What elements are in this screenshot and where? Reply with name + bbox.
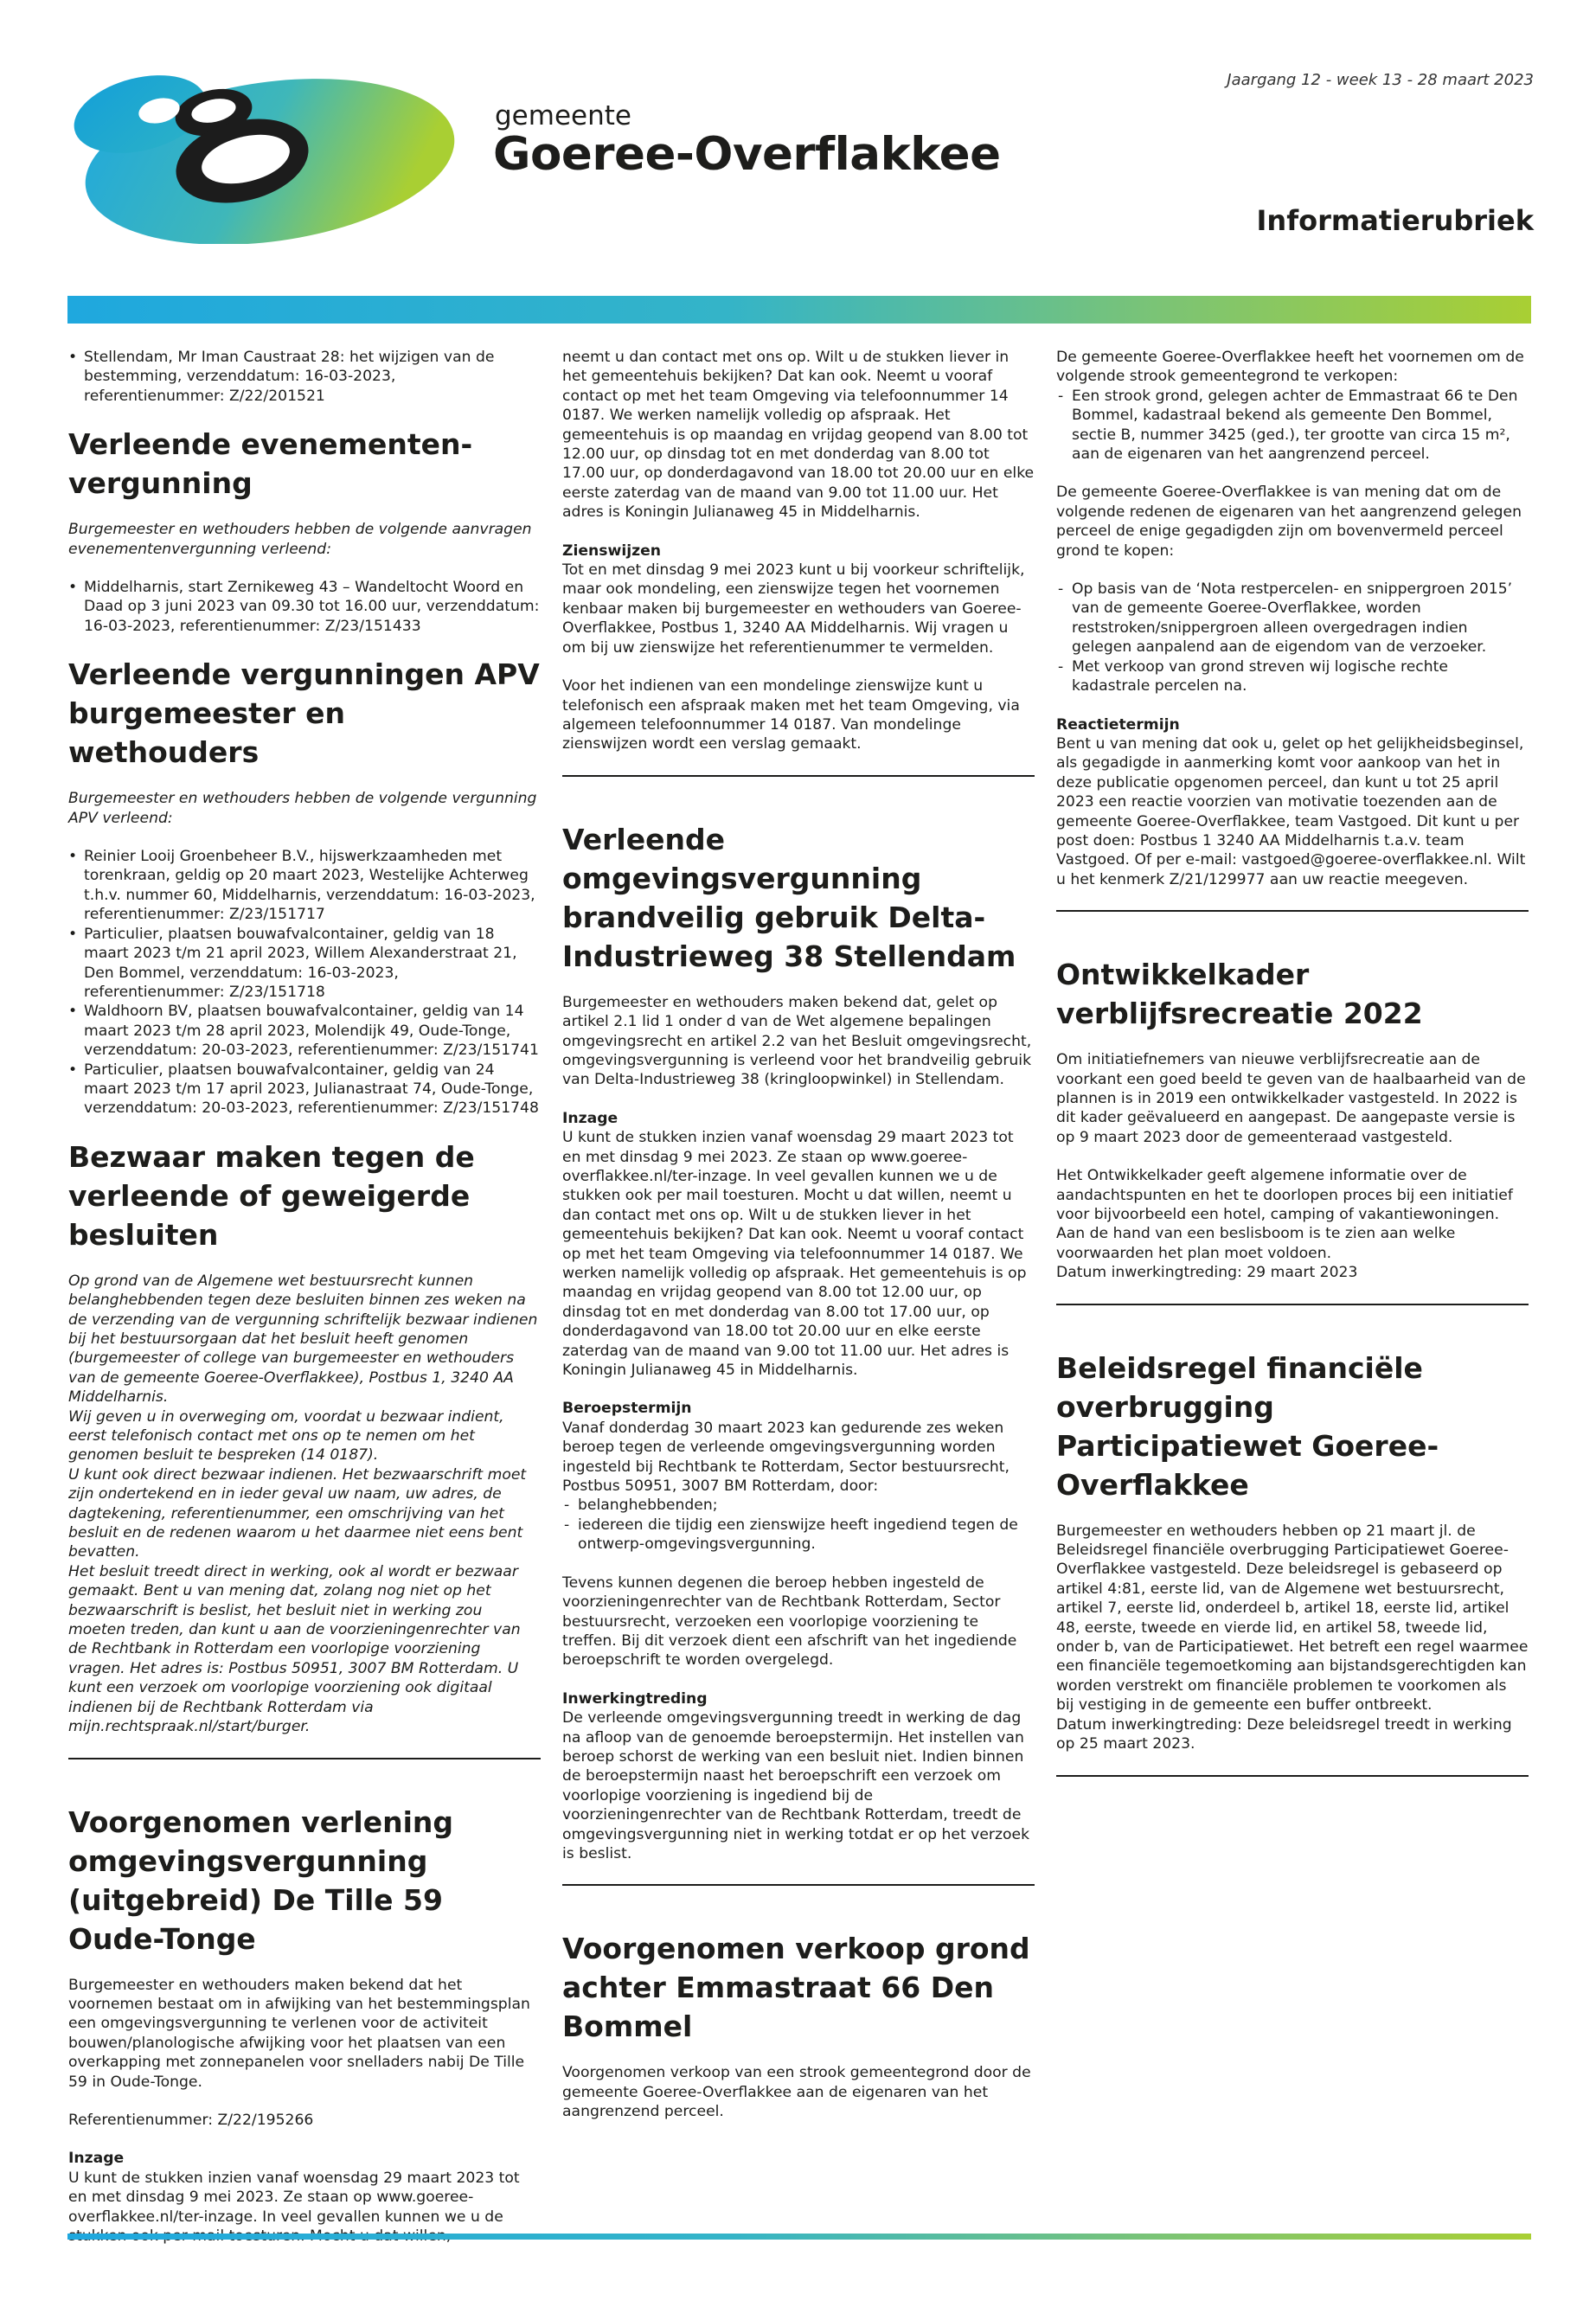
list-item: • Reinier Looij Groenbeheer B.V., hijswerkzaamheden met torenkraan, geldig op 20 maart 2023, Westelijke Achterweg t.h.v. nummer 60, Middelharnis, verzenddatum: 16-03-2023, referentienummer: Z/23/151717	[68, 847, 541, 925]
list-item: - belanghebbenden;	[562, 1496, 1035, 1515]
delta-text: Burgemeester en wethouders maken bekend dat, gelet op artikel 2.1 lid 1 onder d van de Wet algemene bepalingen omgevingsrecht en artikel 2.2 van het Besluit omgevingsrecht, omgevingsvergunning is verleend voor het brandveilig gebruik van Delta-Industrieweg 38 (kringloopwinkel) in Stellendam.	[562, 993, 1032, 1089]
tille-inzage: U kunt de stukken inzien vanaf woensdag 29 maart 2023 tot en met dinsdag 9 mei 2023. Ze staan op www.goeree-overflakkee.nl/ter-inzage. In veel gevallen kunnen we u de	[68, 2169, 520, 2226]
brand-gemeente: gemeente	[495, 100, 631, 131]
zienswijzen-text: Tot en met dinsdag 9 mei 2023 kunt u bij voorkeur schriftelijk, maar ook mondeling, een zienswijze tegen het voornemen kenbaar maken bij burgemeester en wethouders van Goeree-Overflakkee, Postbus 1, 3240 AA Middelharnis. Wij vragen u om bij uw zienswijze het referentienummer te vermelden.	[562, 561, 1025, 657]
beleid-text: Burgemeester en wethouders hebben op 21 maart jl. de Beleidsregel financiële overbrugging Participatiewet Goeree-Overflakkee vastgesteld. Deze beleidsregel is gebaseerd op artikel 4:81, eerste lid, van de Algemene wet bestuursrecht, artikel 7, eerste lid, onderdeel b, artikel 18, eerste lid, artikel 48, eerste, tweede en vierde lid, en artikel 58, tweede lid, onder b, van de Participatiewet. Het betreft een regel waarmee een financiële tegemoetkoming aan bijstandsgerechtigden kan worden verstrekt om financiële problemen te voorkomen als bij vestiging in de gemeente een buffer ontbreekt.	[1056, 1522, 1529, 1715]
column-3	[1056, 348, 1529, 1820]
section-divider	[1056, 1304, 1529, 1305]
column-1	[68, 348, 541, 2246]
reactie-text: Bent u van mening dat ook u, gelet op het gelijkheidsbeginsel, als gegadigde in aanmerking komt voor aankoop van het in deze publicatie opgenomen perceel, dan kunt u tot 25 april 2023 een reactie voorzien van motivatie toezenden aan de gemeente Goeree-Overflakkee, team Vastgoed. Dit kunt u per post doen: Postbus 1 3240 AA Middelharnis t.a.v. team Vastgoed. Of per e-mail: vastgoed@goeree-overflakkee.nl. Wilt u het kenmerk Z/21/129977 aan uw reactie meegeven.	[1056, 734, 1526, 888]
header-gradient-band	[67, 296, 1531, 324]
bezwaar-text: Op grond van de Algemene wet bestuursrecht kunnen belanghebbenden tegen deze besluiten binnen zes weken na de verzending van de vergunning schriftelijk bezwaar indienen bij het bestuursorgaan dat het besluit heeft genomen (burgemeester of college van burgemeester en wethouders van de gemeente Goeree-Overflakkee), Postbus 1, 3240 AA Middelharnis.	[68, 1272, 538, 1407]
list-item: • Middelharnis, start Zernikeweg 43 – Wandeltocht Woord en Daad op 3 juni 2023 van 09.30 tot 16.00 uur, verzenddatum: 16-03-2023, referentienummer: Z/23/151433	[68, 578, 541, 636]
list-item: • Particulier, plaatsen bouwafvalcontainer, geldig van 18 maart 2023 t/m 21 april 2023, Willem Alexanderstraat 21, Den Bommel, verzenddatum: 16-03-2023, referentienummer: Z/23/151718	[68, 925, 541, 1003]
tille-continued: neemt u dan contact met ons op. Wilt u de stukken liever in het gemeentehuis bekijken? Dat kan ook. Neemt u vooraf contact op met het team Omgeving via telefoonnummer 14 0187. We werken namelijk volledig op afspraak. Het gemeentehuis is op maandag en vrijdag geopend van 8.00 tot 12.00 uur, op dinsdag tot en met donderdag van 8.00 tot 17.00 uur, op donderdagavond van 18.00 tot 20.00 uur en elke eerste zaterdag van de maand van 9.00 tot 11.00 uur. Het adres is Koningin Julianaweg 45 in Middelharnis.	[562, 349, 1035, 522]
inwerking-label: Inwerkingtreding	[562, 1689, 708, 1708]
verkoop-text: Voorgenomen verkoop van een strook gemeentegrond door de gemeente Goeree-Overflakkee aan de eigenaren van het aangrenzend perceel.	[562, 2064, 1031, 2121]
rubric-title: Informatierubriek	[1256, 204, 1534, 237]
beleid-datum: Datum inwerkingtreding: Deze beleidsregel treedt in werking op 25 maart 2023.	[1056, 1715, 1512, 1753]
intro-apv: Burgemeester en wethouders hebben de volgende vergunning APV verleend:	[68, 790, 537, 827]
strook-list	[1056, 387, 1529, 465]
heading-evenementen: Verleende evenementen-vergunning	[68, 427, 473, 501]
list-item: - Op basis van de ‘Nota restpercelen- en snippergroen 2015’ van de gemeente Goeree-Overflakkee, worden reststroken/snippergroen alleen overgedragen indien gelegen aanpalend aan de eigendom van de verzoeker.	[1056, 580, 1529, 657]
footer-gradient-line	[67, 2234, 1531, 2240]
brand-name: Goeree-Overflakkee	[493, 128, 1001, 181]
list-item: • Particulier, plaatsen bouwafvalcontainer, geldig van 24 maart 2023 t/m 17 april 2023, Julianastraat 74, Oude-Tonge, verzenddatum: 20-03-2023, referentienummer: Z/23/151748	[68, 1061, 541, 1118]
issue-line: Jaargang 12 - week 13 - 28 maart 2023	[1227, 71, 1534, 89]
tevens-text: Tevens kunnen degenen die beroep hebben ingesteld de voorzieningenrechter van de Rechtbank Rotterdam, Sector bestuursrecht, verzoeken een voorlopige voorziening te treffen. Bij dit verzoek dient een afschrift van het ingediende beroepschrift te worden overgelegd.	[562, 1574, 1017, 1670]
column-2	[562, 348, 1035, 2122]
section-divider	[1056, 910, 1529, 912]
evenementen-list	[68, 578, 541, 636]
list-item: - Met verkoop van grond streven wij logische rechte kadastrale percelen na.	[1056, 657, 1529, 696]
list-item: - iedereen die tijdig een zienswijze heeft ingediend tegen de ontwerp-omgevingsvergunning.	[562, 1516, 1035, 1554]
heading-verkoop: Voorgenomen verkoop grond achter Emmastraat 66 Den Bommel	[562, 1932, 1030, 2044]
redenen-list	[1056, 580, 1529, 695]
beroep-list	[562, 1496, 1035, 1554]
section-divider	[562, 1884, 1035, 1886]
beroep-text: Vanaf donderdag 30 maart 2023 kan gedurende zes weken beroep tegen de verleende omgevingsvergunning worden ingesteld bij Rechtbank te Rotterdam, Sector bestuursrecht, Postbus 50951, 3007 BM Rotterdam, door:	[562, 1419, 1010, 1496]
inzage-label: Inzage	[68, 2150, 125, 2168]
list-item: • Stellendam, Mr Iman Caustraat 28: het wijzigen van de bestemming, verzenddatum: 16-03-2023, referentienummer: Z/22/201521	[68, 348, 541, 406]
tille-text: Burgemeester en wethouders maken bekend dat het voornemen bestaat om in afwijking van het bestemmingsplan een omgevingsvergunning te verlenen voor de activiteit bouwen/planologische afwijking voor het plaatsen van een overkapping met zonnepanelen voor snelladers nabij De Tille 59 in Oude-Tonge.	[68, 1976, 530, 2091]
heading-delta: Verleende omgevingsvergunning brandveilig gebruik Delta-Industrieweg 38 Stellendam	[562, 822, 1016, 973]
section-divider	[68, 1758, 541, 1759]
verkoop-intro: De gemeente Goeree-Overflakkee heeft het voornemen om de volgende strook gemeentegrond te verkopen:	[1056, 349, 1524, 386]
tille-reference: Referentienummer: Z/22/195266	[68, 2111, 314, 2129]
intro-evenementen: Burgemeester en wethouders hebben de volgende aanvragen evenementenvergunning verleend:	[68, 521, 532, 558]
mondeling-text: Voor het indienen van een mondelinge zienswijze kunt u telefonisch een afspraak maken met het team Omgeving, via algemeen telefoonnummer 14 0187. Van mondelinge zienswijzen wordt een verslag gemaakt.	[562, 677, 1020, 753]
apv-list	[68, 847, 541, 1118]
kader-datum: Datum inwerkingtreding: 29 maart 2023	[1056, 1264, 1358, 1282]
bezwaar-text: Wij geven u in overweging om, voordat u bezwaar indient, eerst telefonisch contact met ons op te nemen om het genomen besluit te bespreken (14 0187).	[68, 1407, 504, 1465]
delta-inzage: U kunt de stukken inzien vanaf woensdag 29 maart 2023 tot en met dinsdag 9 mei 2023. Ze staan op www.goeree-overflakkee.nl/ter-inzage. In veel gevallen kunnen we u de stukken ook per mail toesturen. Mocht u dat willen, neemt u dan contact met ons op. Wilt u de stukken liever in het gemeentehuis bekijken? Dat kan ook. Neemt u vooraf contact op met het team Omgeving via telefoonnummer 14 0187. We werken namelijk volledig op afspraak. Het gemeentehuis is op maandag en vrijdag geopend van 8.00 tot 12.00 uur, op dinsdag tot en met donderdag van 8.00 tot 17.00 uur, op donderdagavond van 18.00 tot 20.00 uur en elke eerste zaterdag van de maand van 9.00 tot 11.00 uur. Het adres is Koningin Julianaweg 45 in Middelharnis.	[562, 1129, 1027, 1380]
heading-apv: Verleende vergunningen APV burgemeester en wethouders	[68, 657, 540, 770]
section-divider	[562, 775, 1035, 777]
beroep-label: Beroepstermijn	[562, 1400, 692, 1418]
ruimtelijk-list	[68, 348, 541, 406]
kader-text: Om initiatiefnemers van nieuwe verblijfsrecreatie aan de voorkant een goed beeld te geven van de haalbaarheid van de plannen is in 2019 een ontwikkelkader vastgesteld. In 2022 is dit kader geëvalueerd en aangepast. De aangepaste versie is op 9 maart 2023 door de gemeenteraad vastgesteld.	[1056, 1051, 1526, 1146]
bezwaar-text: U kunt ook direct bezwaar indienen. Het bezwaarschrift moet zijn ondertekend en in ieder geval uw naam, uw adres, de dagtekening, referentienummer, een omschrijving van het besluit en de redenen waarom u het daarmee niet eens bent bevatten.	[68, 1465, 527, 1561]
heading-ontwikkelkader: Ontwikkelkader verblijfsrecreatie 2022	[1056, 958, 1423, 1031]
bezwaar-text: Het besluit treedt direct in werking, ook al wordt er bezwaar gemaakt. Bent u van mening dat, zolang nog niet op het bezwaarschrift is beslist, het besluit niet in werking zou moeten treden, dan kunt u aan de voorzieningenrechter van de Rechtbank in Rotterdam een voorlopige voorziening vragen. Het adres is: Postbus 50951, 3007 BM Rotterdam. U kunt een verzoek om voorlopige voorziening ook digitaal indienen bij de Rechtbank Rotterdam via mijn.rechtspraak.nl/start/burger.	[68, 1562, 521, 1736]
list-item: - Een strook grond, gelegen achter de Emmastraat 66 te Den Bommel, kadastraal bekend als gemeente Den Bommel, sectie B, nummer 3425 (ged.), ter grootte van circa 15 m², aan de eigenaren van het aangrenzend perceel.	[1056, 387, 1529, 465]
reactie-label: Reactietermijn	[1056, 715, 1180, 734]
inwerking-text: De verleende omgevingsvergunning treedt in werking de dag na afloop van de genoemde beroepstermijn. Het instellen van beroep schorst de werking van een besluit niet. Indien binnen de beroepstermijn naast het beroepschrift een verzoek om voorlopige voorziening is ingediend bij de voorzieningenrechter van de Rechtbank Rotterdam, treedt de omgevingsvergunning niet in werking totdat er op het verzoek is beslist.	[562, 1709, 1030, 1862]
kader-text: Het Ontwikkelkader geeft algemene informatie over de aandachtspunten en het te doorlopen proces bij een initiatief voor bijvoorbeeld een hotel, camping of vakantiewoningen. Aan de hand van een beslisboom is te zien aan welke voorwaarden het plan moet voldoen.	[1056, 1167, 1513, 1262]
section-divider	[1056, 1775, 1529, 1777]
gemeente-logo	[62, 54, 460, 244]
heading-tille: Voorgenomen verlening omgevingsvergunning (uitgebreid) De Tille 59 Oude-Tonge	[68, 1804, 454, 1956]
zienswijzen-label: Zienswijzen	[562, 542, 662, 560]
mening-text: De gemeente Goeree-Overflakkee is van mening dat om de volgende redenen de eigenaren van het aangrenzend gelegen perceel de enige gegadigden zijn om bovenvermeld perceel grond te kopen:	[1056, 484, 1522, 560]
heading-beleidsregel: Beleidsregel financiële overbrugging Participatiewet Goeree-Overflakkee	[1056, 1350, 1439, 1502]
heading-bezwaar: Bezwaar maken tegen de verleende of geweigerde besluiten	[68, 1139, 475, 1252]
list-item: • Waldhoorn BV, plaatsen bouwafvalcontainer, geldig van 14 maart 2023 t/m 28 april 2023, Molendijk 49, Oude-Tonge, verzenddatum: 20-03-2023, referentienummer: Z/23/151741	[68, 1002, 541, 1060]
inzage-label: Inzage	[562, 1109, 619, 1127]
